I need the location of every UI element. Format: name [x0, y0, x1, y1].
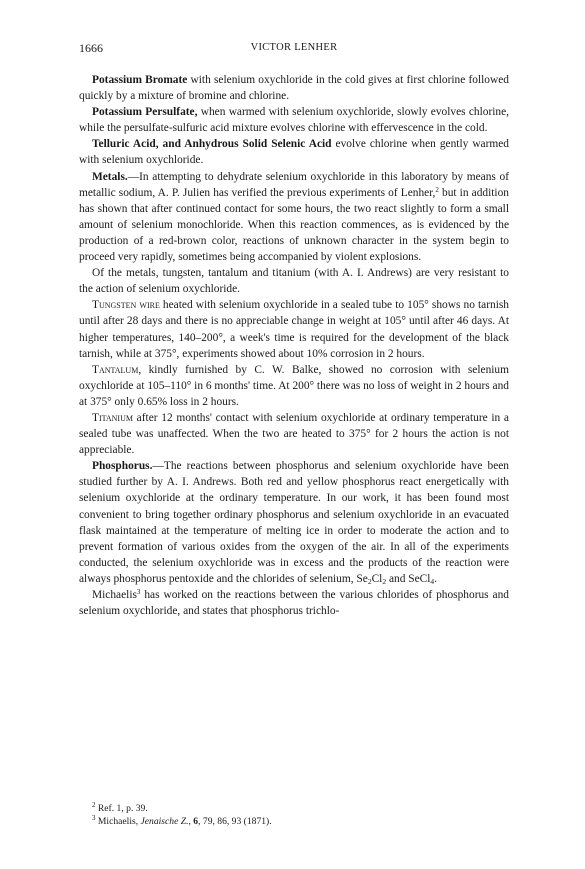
- running-title: VICTOR LENHER: [250, 42, 338, 53]
- heading-potassium-persulfate: Potassium Persulfate,: [92, 106, 198, 119]
- footnote-volume: 6: [193, 816, 199, 827]
- paragraph-text: —In attempting to dehydrate selenium oxychloride in this laboratory by means of metallic sodium, A. P. Julien has verified the previous experiments of Lenher,: [79, 170, 509, 199]
- paragraph-michaelis: [79, 587, 509, 619]
- footnote-ref-3: 3: [136, 588, 141, 596]
- footnote-3: [92, 815, 509, 828]
- paragraph-text: heated with selenium oxychloride in a sealed tube to 105° shows no tarnish until after 28 days and there is no appreciable change in weight at 105° until after 46 days. At higher temperatures, 140–200°, a week's time is required for the development of the black tarnish, while at 375°, experiments showed about 10% corrosion in 2 hours.: [79, 299, 509, 360]
- footnote-mark: 3: [92, 814, 96, 822]
- footnote-text: Ref. 1, p. 39.: [95, 803, 148, 814]
- heading-telluric-selenic-acid: Telluric Acid, and Anhydrous Solid Selenic Acid: [92, 138, 332, 151]
- paragraph-text: after 12 months' contact with selenium oxychloride at ordinary temperature in a sealed tube was unaffected. When the two are heated to 375° for 2 hours the action is not appreciable.: [79, 411, 509, 457]
- heading-tungsten-wire: Tungsten wire: [92, 299, 160, 312]
- page-header: [79, 40, 509, 56]
- paragraph-titanium: [79, 410, 509, 458]
- footnote-author: Michaelis,: [95, 816, 141, 827]
- formula-text: Cl: [371, 572, 383, 585]
- paragraph-text: Of the metals, tungsten, tantalum and titanium (with A. I. Andrews) are very resistant to the action of selenium oxychloride.: [79, 267, 509, 296]
- paragraph-text: —The reactions between phosphorus and selenium oxychloride have been studied further by A. I. Andrews. Both red and yellow phosphorus react energetically with selenium oxychloride at the ordinary temperature. In our work, it has been found most convenient to bring together ordinary phosphorus and selenium oxychloride in an evacuated flask maintained at the temperature of melting ice in order to moderate the action and to prevent formation of various oxides from the oxygen of the air. In all of the experiments conducted, the selenium oxychloride was in excess and the products of the reaction were always phosphorus pentoxide and the chlorides of selenium, Se: [79, 460, 509, 585]
- author-name: Michaelis: [92, 589, 137, 601]
- paragraph-metals: [79, 169, 509, 266]
- footnote-2: [92, 802, 509, 815]
- formula-subscript: 2: [367, 576, 372, 586]
- heading-titanium: Titanium: [92, 411, 133, 424]
- paragraph-text: kindly furnished by C. W. Balke, showed no corrosion with selenium oxychloride at 105–110° in 6 months' time. At 200° there was no loss of weight in 2 hours and at 375° only 0.65% loss in 2 hours.: [79, 363, 509, 408]
- paragraph-text: when warmed with selenium oxychloride, slowly evolves chlorine, while the persulfate-sulfuric acid mixture evolves chlorine with effervescence in the cold.: [79, 106, 510, 135]
- paragraph-phosphorus: [79, 458, 509, 587]
- footnote-pages: , 79, 86, 93 (1871).: [198, 816, 272, 827]
- footnote-mark: 2: [92, 801, 96, 809]
- paragraph-potassium-bromate: [79, 72, 509, 104]
- heading-phosphorus: Phosphorus.: [92, 460, 153, 473]
- heading-potassium-bromate: Potassium Bromate: [92, 74, 188, 86]
- footnotes: [92, 802, 509, 828]
- formula-subscript: 4: [430, 576, 435, 586]
- paragraph-text: with selenium oxychloride in the cold gives at first chlorine followed quickly by a mixture of bromine and chlorine.: [79, 74, 509, 103]
- paragraph-tantalum: [79, 362, 509, 410]
- paragraph-tungsten: [79, 297, 509, 361]
- paragraph-text: but in addition has shown that after continued contact for some hours, the two react slightly to form a small amount of selenium monochloride. When this reaction commences, as is evidenced by the production of a red-brown color, reactions of unknown character in the system begin to proceed very rapidly, sometimes being accompanied by violent explosions.: [79, 186, 509, 264]
- paragraph-text: .: [434, 572, 437, 585]
- paragraph-potassium-persulfate: [79, 104, 509, 136]
- heading-tantalum: Tantalum,: [92, 363, 142, 376]
- heading-metals: Metals.: [92, 170, 128, 183]
- article-body: [79, 72, 509, 619]
- paragraph-telluric-selenic-acid: [79, 136, 509, 168]
- footnote-ref-2: 2: [435, 185, 439, 194]
- page-number: 1666: [79, 41, 103, 55]
- footnote-journal: Jenaische Z.: [140, 816, 189, 827]
- paragraph-resistant-metals: [79, 265, 509, 297]
- footnote-separator: ,: [188, 816, 194, 827]
- paragraph-text: and SeCl: [386, 572, 431, 585]
- paragraph-text: evolve chlorine when gently warmed with selenium oxychloride.: [79, 138, 510, 167]
- paragraph-text: has worked on the reactions between the various chlorides of phosphorus and selenium oxychloride, and states that phosphorus trichlo-: [79, 589, 509, 618]
- formula-subscript: 2: [382, 576, 387, 586]
